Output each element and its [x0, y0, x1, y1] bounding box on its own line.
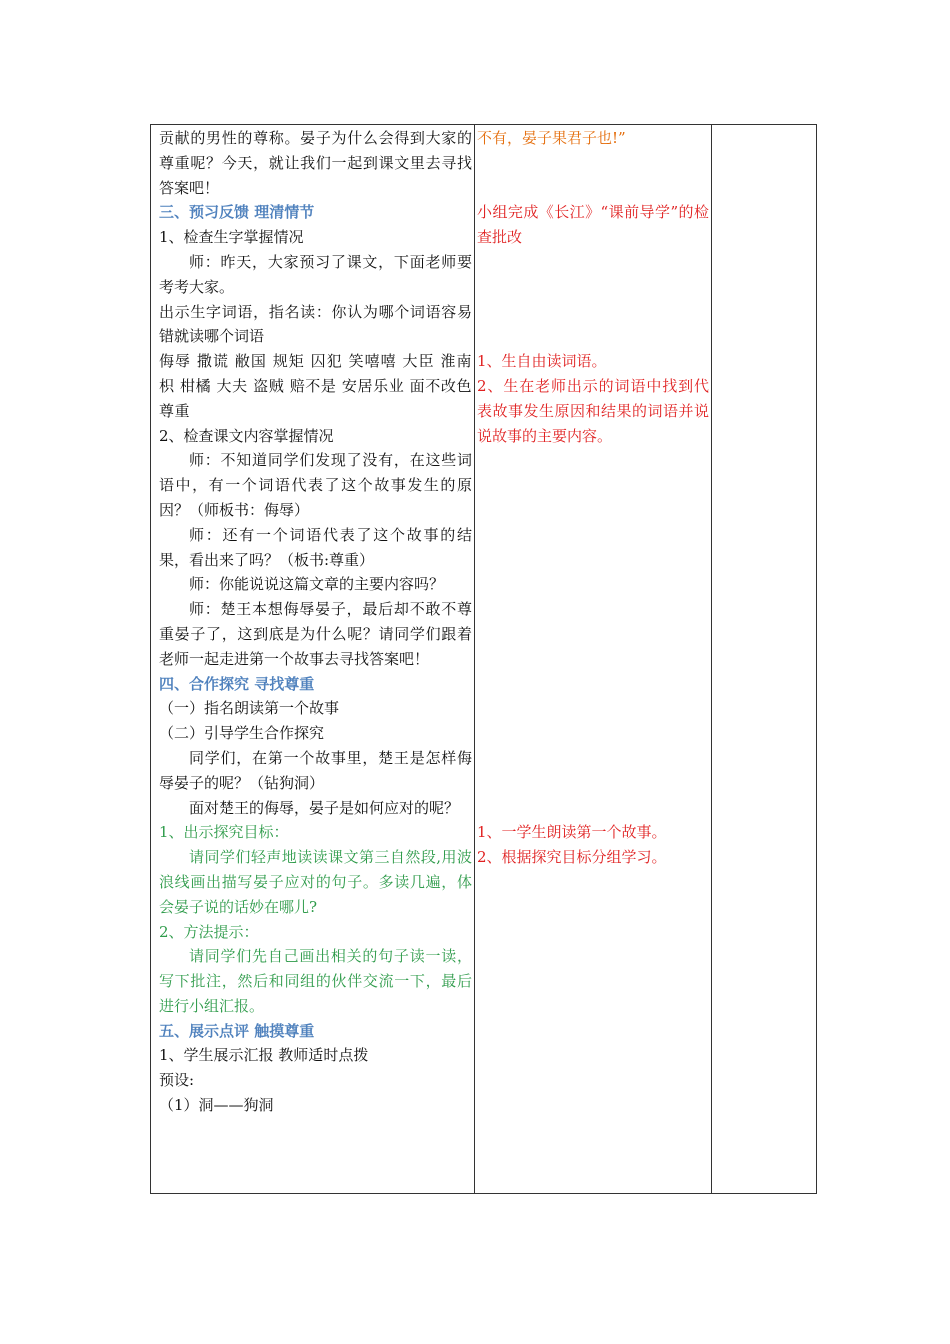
- student-activity-3: 1、一学生朗读第一个故事。: [477, 823, 667, 842]
- section-3-heading: 三、预习反馈 理清情节: [159, 203, 315, 222]
- preset-item-1: （1）洞——狗洞: [159, 1096, 274, 1115]
- goal-heading: 1、出示探究目标：: [159, 823, 289, 842]
- method-heading: 2、方法提示：: [159, 922, 259, 941]
- teacher-line-1: 师：昨天，大家预习了课文，下面老师要考考大家。: [159, 252, 472, 296]
- spacer: [477, 250, 709, 349]
- student-activity-2: 2、生在老师出示的词语中找到代表故事发生原因和结果的词语并说说故事的主要内容。: [477, 376, 709, 445]
- teacher-activity-cell: [151, 125, 475, 1194]
- teacher-line-4: 师：你能说说这篇文章的主要内容吗？: [189, 575, 445, 594]
- spacer: [477, 448, 709, 820]
- notes-cell: [712, 125, 817, 1194]
- goal-text: 请同学们轻声地读读课文第三自然段,用波浪线画出描写晏子应对的句子。多读几遍，体会晏子说的话妙在哪儿?: [159, 848, 472, 916]
- question-2: 面对楚王的侮辱，晏子是如何应对的呢？: [189, 798, 460, 817]
- teacher-line-3: 师：还有一个词语代表了这个故事的结果，看出来了吗？（板书:尊重）: [159, 525, 472, 569]
- section-4-heading: 四、合作探究 寻找尊重: [159, 674, 315, 693]
- student-activity-1: 1、生自由读词语。: [477, 352, 607, 371]
- method-text: 请同学们先自己画出相关的句子读一读，写下批注，然后和同组的伙伴交流一下，最后进行小组汇报。: [159, 947, 472, 1015]
- teacher-line-5: 师：楚王本想侮辱晏子，最后却不敢不尊重晏子了，这到底是为什么呢？请同学们跟着老师一起走进第一个故事去寻找答案吧！: [159, 600, 472, 668]
- question-1: 同学们，在第一个故事里，楚王是怎样侮辱晏子的呢？（钻狗洞）: [159, 748, 472, 792]
- student-activity-4: 2、根据探究目标分组学习。: [477, 848, 667, 867]
- sub-step-1: （一）指名朗读第一个故事: [159, 699, 340, 718]
- intro-text: 贡献的男性的尊称。晏子为什么会得到大家的尊重呢？今天，就让我们一起到课文里去寻找答案吧！: [159, 129, 472, 197]
- vocabulary-words: 侮辱 撒谎 敝国 规矩 囚犯 笑嘻嘻 大臣 淮南 枳 柑橘 大夫 盗贼 赔不是 安居乐业 面不改色 尊重: [159, 352, 472, 420]
- preset-label: 预设:: [159, 1071, 195, 1090]
- student-activity-cell: [475, 125, 712, 1194]
- quote-text: 不有，晏子果君子也!”: [477, 129, 626, 147]
- report-line: 1、学生展示汇报 教师适时点拨: [159, 1046, 369, 1065]
- table-row: [151, 125, 817, 1194]
- spacer: [477, 151, 709, 201]
- show-words-instruction: 出示生字词语，指名读：你认为哪个词语容易错就读哪个词语: [159, 302, 472, 346]
- group-check-text: 小组完成《长江》“课前导学”的检查批改: [477, 203, 709, 247]
- teacher-line-2: 师：不知道同学们发现了没有，在这些词语中，有一个词语代表了这个故事发生的原因？（师板书：侮辱）: [159, 451, 472, 519]
- section-5-heading: 五、展示点评 触摸尊重: [159, 1021, 315, 1040]
- check-1-heading: 1、检查生字掌握情况: [159, 228, 304, 247]
- sub-step-2: （二）引导学生合作探究: [159, 724, 325, 743]
- lesson-plan-table: [150, 124, 817, 1194]
- check-2-heading: 2、检查课文内容掌握情况: [159, 426, 334, 445]
